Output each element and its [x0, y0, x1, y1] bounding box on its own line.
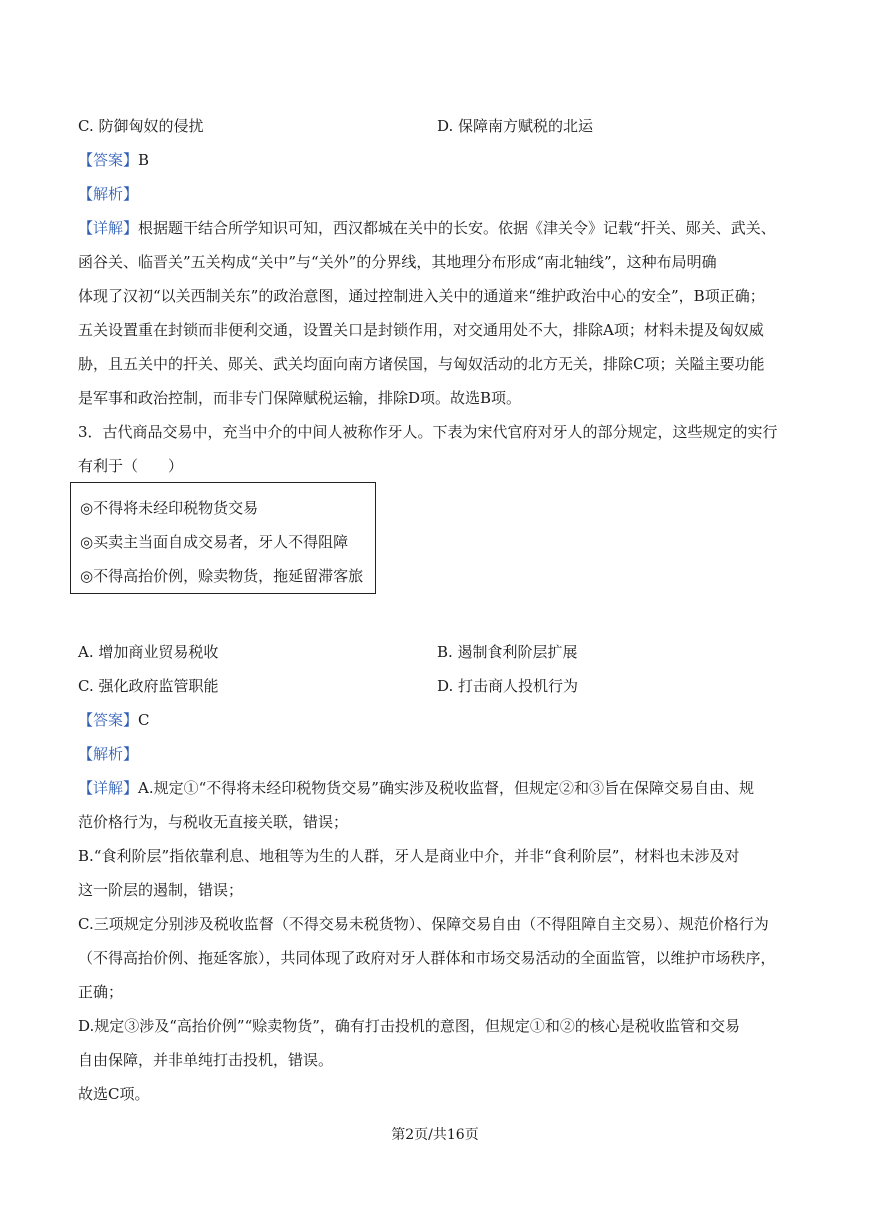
q3-detail-line: 这一阶层的遏制，错误；	[78, 881, 244, 899]
q3-detail-line: 范价格行为，与税收无直接关联，错误；	[78, 813, 349, 831]
q2-option-d: D. 保障南方赋税的北运	[437, 117, 594, 135]
q3-analysis-label: 【解析】	[78, 745, 139, 763]
table-row: ◎不得高抬价例，赊卖物货，拖延留滞客旅	[80, 567, 364, 585]
q2-detail-line: 是军事和政治控制，而非专门保障赋税运输，排除D项。故选B项。	[78, 389, 522, 407]
answer-value: B	[138, 151, 150, 169]
q3-detail-line: 自由保障，并非单纯打击投机，错误。	[78, 1051, 334, 1069]
answer-value: C	[138, 711, 150, 729]
q3-detail-line	[78, 777, 754, 798]
table-row: ◎买卖主当面自成交易者，牙人不得阻障	[80, 533, 349, 551]
detail-text: A.规定①“不得将未经印税物货交易”确实涉及税收监督，但规定②和③旨在保障交易自由、规	[138, 779, 754, 797]
answer-label: 【答案】	[78, 711, 139, 729]
q3-answer	[78, 709, 150, 730]
q3-regulation-table	[70, 482, 376, 594]
detail-text: 根据题干结合所学知识可知，西汉都城在关中的长安。依据《津关令》记载“扞关、郧关、武关、	[138, 219, 776, 237]
q3-detail-line: B.“食利阶层”指依靠利息、地租等为生的人群，牙人是商业中介，并非“食利阶层”，材料也未涉及对	[78, 847, 740, 865]
q2-option-c: C. 防御匈奴的侵扰	[78, 117, 204, 135]
answer-label: 【答案】	[78, 151, 139, 169]
q2-answer	[78, 149, 149, 170]
detail-label: 【详解】	[78, 779, 139, 797]
q3-option-d: D. 打击商人投机行为	[437, 677, 579, 695]
q3-detail-line: D.规定③涉及“高抬价例”“赊卖物货”，确有打击投机的意图，但规定①和②的核心是税收监管和交易	[78, 1017, 740, 1035]
q3-detail-line: （不得高抬价例、拖延客旅），共同体现了政府对牙人群体和市场交易活动的全面监管，以维护市场秩序，	[78, 949, 776, 967]
q3-detail-line: 正确；	[78, 983, 124, 1001]
q2-detail-line: 五关设置重在封锁而非便利交通，设置关口是封锁作用，对交通用处不大，排除A项；材料未提及匈奴威	[78, 321, 764, 339]
q3-stem: 3．古代商品交易中，充当中介的中间人被称作牙人。下表为宋代官府对牙人的部分规定，这些规定的实行	[78, 423, 778, 441]
table-row: ◎不得将未经印税物货交易	[80, 499, 259, 517]
q3-option-a: A. 增加商业贸易税收	[78, 643, 219, 661]
detail-label: 【详解】	[78, 219, 139, 237]
q2-detail-line: 胁，且五关中的扞关、郧关、武关均面向南方诸侯国，与匈奴活动的北方无关，排除C项；关隘主要功能	[78, 355, 765, 373]
q3-option-b: B. 遏制食利阶层扩展	[437, 643, 578, 661]
q3-detail-line: C.三项规定分别涉及税收监督（不得交易未税货物）、保障交易自由（不得阻障自主交易）、规范价格行为	[78, 915, 769, 933]
q2-detail-line: 体现了汉初“以关西制关东”的政治意图，通过控制进入关中的通道来“维护政治中心的安全”，B项正确；	[78, 287, 765, 305]
q3-detail-line: 故选C项。	[78, 1085, 150, 1103]
q2-analysis-label: 【解析】	[78, 185, 139, 203]
q3-stem-cont: 有利于（ ）	[78, 457, 184, 475]
page-number: 第2页/共16页	[391, 1127, 479, 1143]
q2-detail-line: 函谷关、临晋关”五关构成“关中”与“关外”的分界线，其地理分布形成“南北轴线”，这种布局明确	[78, 253, 717, 271]
q3-option-c: C. 强化政府监管职能	[78, 677, 219, 695]
q2-detail-line	[78, 217, 776, 238]
